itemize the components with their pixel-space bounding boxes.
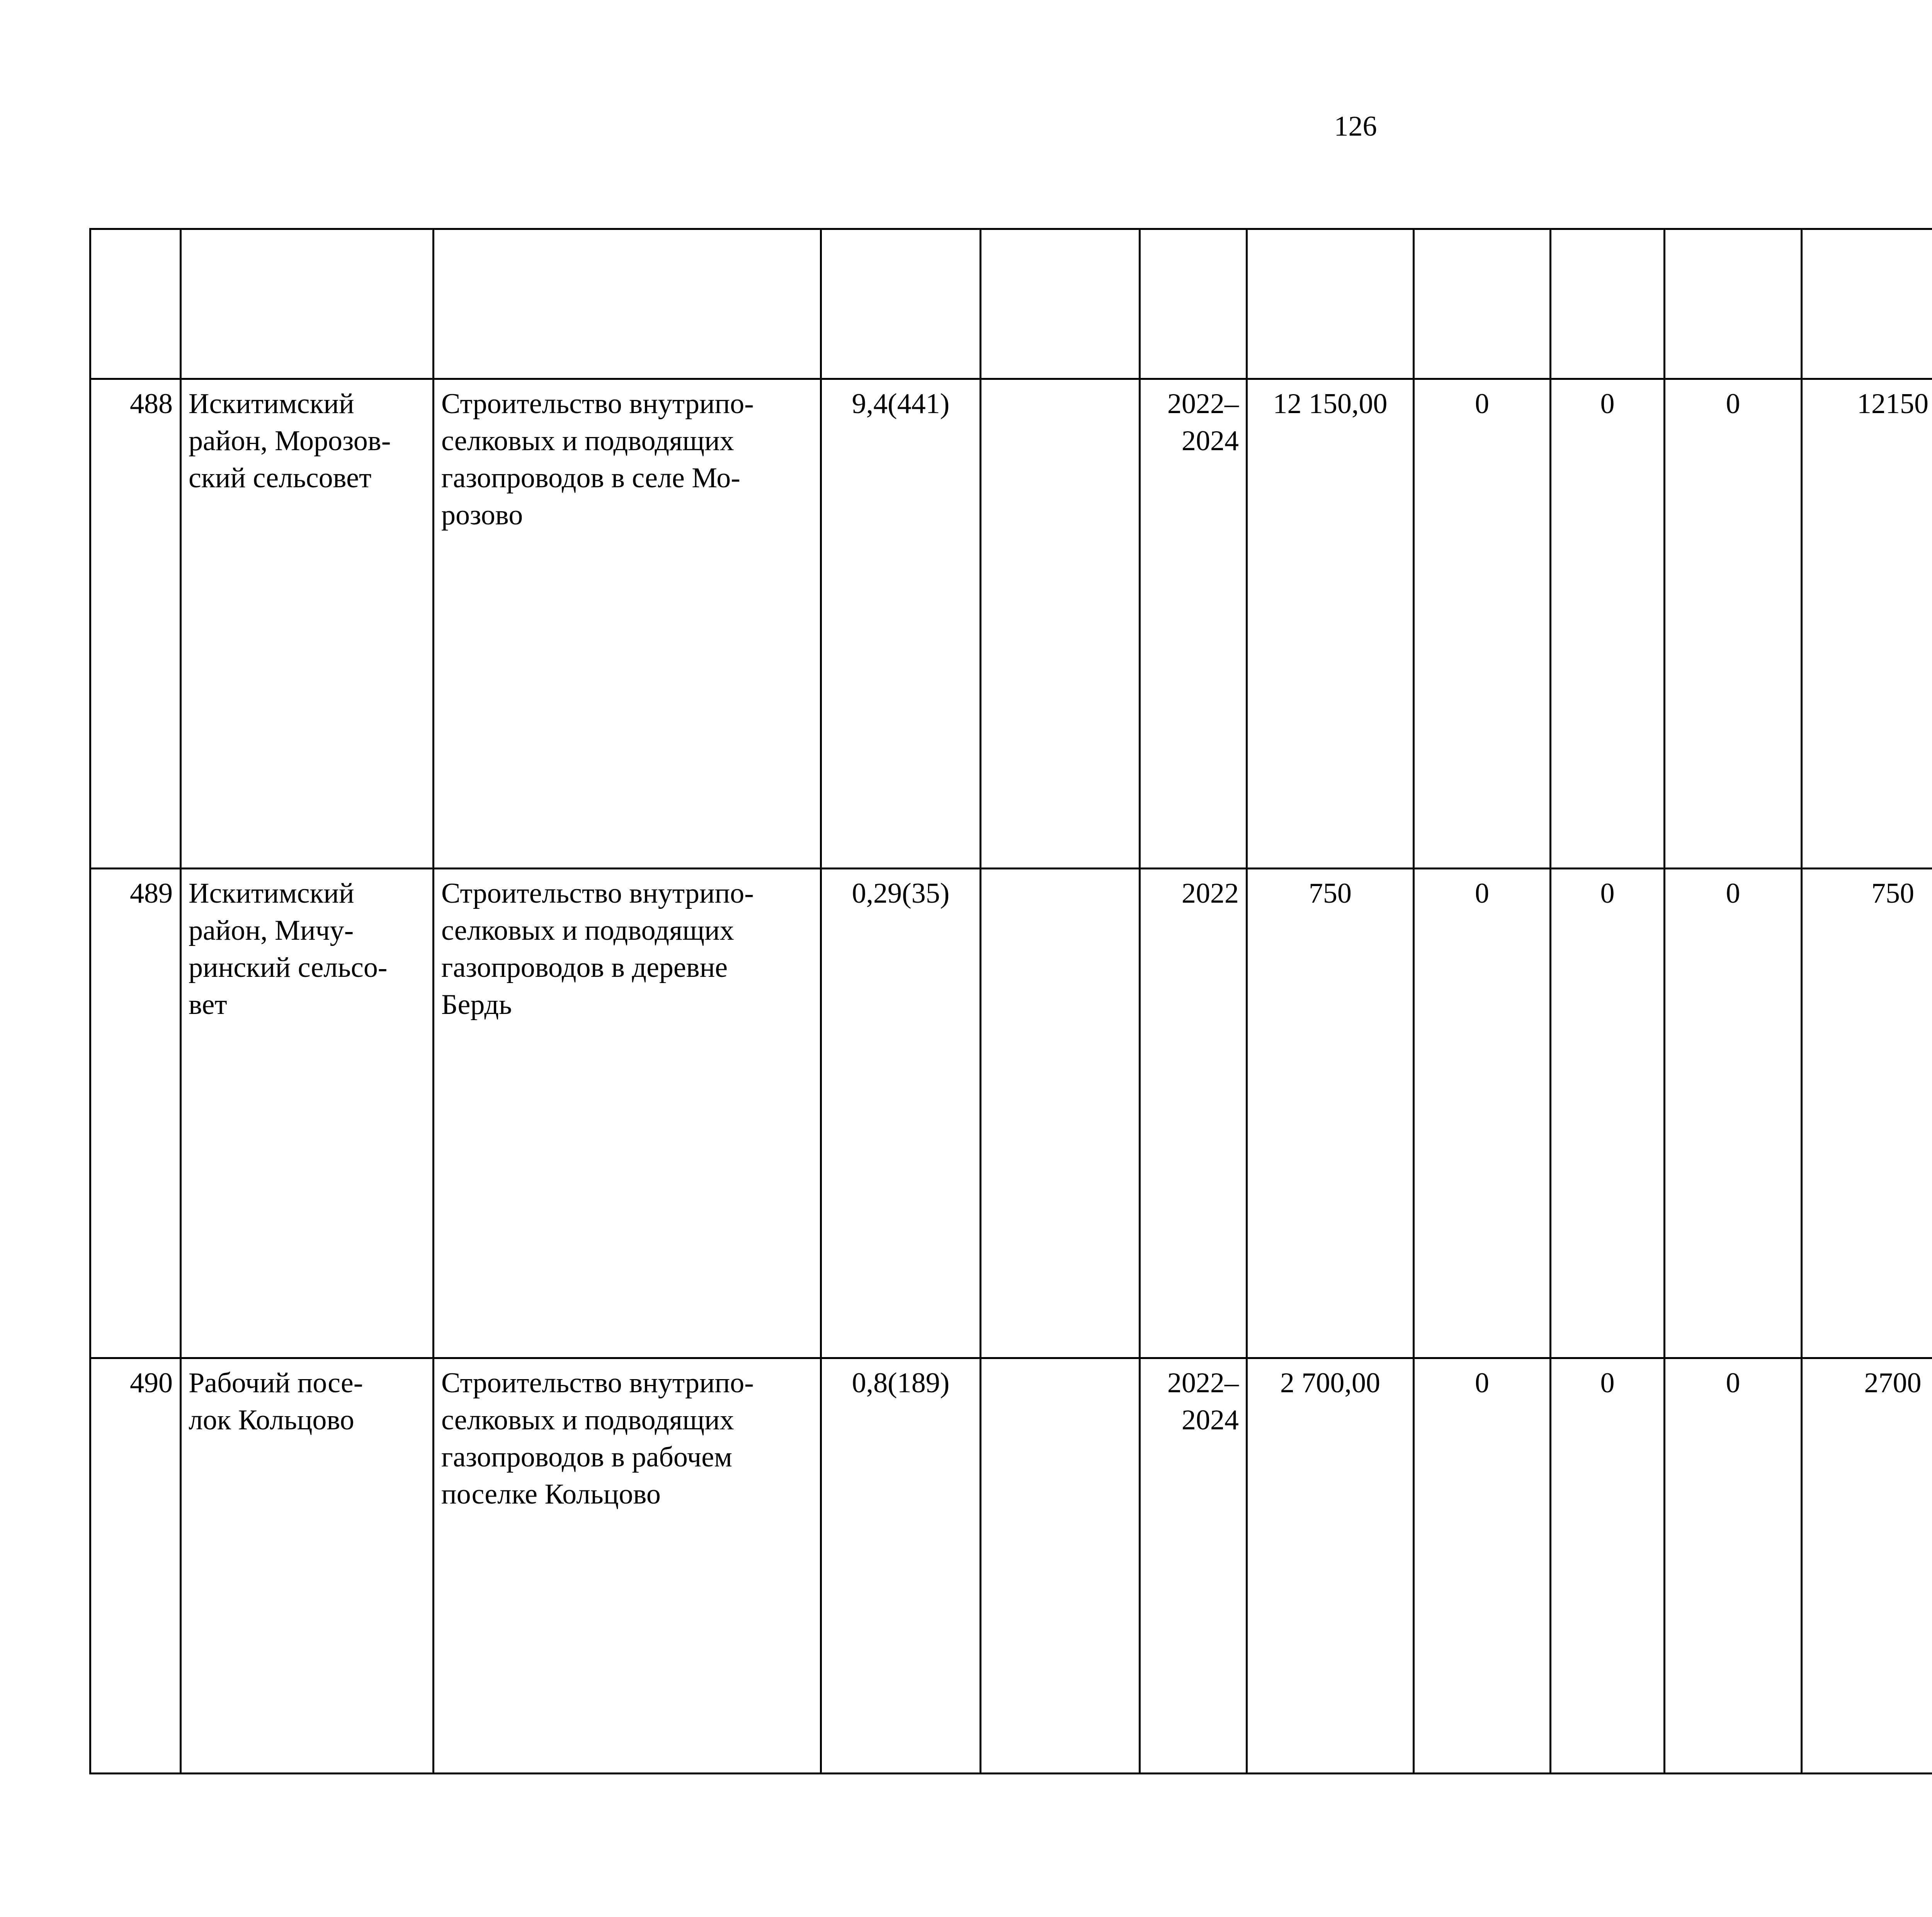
area-line: лок Кольцово <box>189 1404 354 1436</box>
cell-col5 <box>981 229 1140 379</box>
cell-length: 9,4(441) <box>821 379 981 869</box>
cell-object <box>434 869 821 1358</box>
cell-total <box>1247 229 1414 379</box>
object-line: газопроводов в селе Мо- <box>441 462 740 494</box>
cell-total: 2 700,00 <box>1247 1358 1414 1774</box>
cell-v2: 0 <box>1551 869 1665 1358</box>
object-line: Строительство внутрипо- <box>441 878 754 909</box>
cell-col5 <box>981 869 1140 1358</box>
area-line: вет <box>189 989 227 1021</box>
object-line: газопроводов в деревне <box>441 952 728 983</box>
cell-object <box>434 379 821 869</box>
cell-area <box>181 229 434 379</box>
table-row <box>90 1358 1932 1774</box>
cell-no: 490 <box>90 1358 181 1774</box>
object-line: Строительство внутрипо- <box>441 1367 754 1399</box>
cell-v3 <box>1665 229 1802 379</box>
cell-no <box>90 229 181 379</box>
cell-v1: 0 <box>1414 379 1551 869</box>
cell-object <box>434 229 821 379</box>
cell-v4 <box>1802 229 1932 379</box>
object-line: селковых и подводящих <box>441 915 734 946</box>
object-line: поселке Кольцово <box>441 1478 661 1510</box>
cell-v4: 750 <box>1802 869 1932 1358</box>
cell-v2: 0 <box>1551 1358 1665 1774</box>
cell-area <box>181 869 434 1358</box>
cell-period <box>1140 379 1247 869</box>
cell-total: 750 <box>1247 869 1414 1358</box>
area-line: район, Морозов- <box>189 425 391 457</box>
cell-col5 <box>981 379 1140 869</box>
object-line: селковых и подводящих <box>441 425 734 457</box>
cell-length: 0,29(35) <box>821 869 981 1358</box>
period-line: 2024 <box>1182 425 1239 457</box>
cell-period <box>1140 869 1247 1358</box>
cell-length <box>821 229 981 379</box>
period-line: 2022 <box>1182 878 1239 909</box>
cell-v3: 0 <box>1665 1358 1802 1774</box>
cell-v4: 2700 <box>1802 1358 1932 1774</box>
cell-area <box>181 1358 434 1774</box>
table-row <box>90 379 1932 869</box>
area-line: Искитимский <box>189 388 354 420</box>
area-line: ринский сельсо- <box>189 952 388 983</box>
table-row <box>90 869 1932 1358</box>
cell-no: 489 <box>90 869 181 1358</box>
cell-no: 488 <box>90 379 181 869</box>
object-line: газопроводов в рабочем <box>441 1441 732 1473</box>
cell-period <box>1140 1358 1247 1774</box>
cell-v1: 0 <box>1414 869 1551 1358</box>
period-line: 2022– <box>1167 388 1239 420</box>
cell-v3: 0 <box>1665 379 1802 869</box>
cell-col5 <box>981 1358 1140 1774</box>
table-row-continuation <box>90 229 1932 379</box>
cell-v4: 12150 <box>1802 379 1932 869</box>
cell-v1 <box>1414 229 1551 379</box>
area-line: ский сельсовет <box>189 462 372 494</box>
cell-v2: 0 <box>1551 379 1665 869</box>
area-line: Рабочий посе- <box>189 1367 363 1399</box>
gasification-table <box>89 228 1932 1774</box>
object-line: Строительство внутрипо- <box>441 388 754 420</box>
cell-object <box>434 1358 821 1774</box>
cell-period <box>1140 229 1247 379</box>
page-number: 126 <box>1334 111 1377 142</box>
cell-v1: 0 <box>1414 1358 1551 1774</box>
object-line: Бердь <box>441 989 512 1021</box>
cell-v2 <box>1551 229 1665 379</box>
cell-v3: 0 <box>1665 869 1802 1358</box>
period-line: 2024 <box>1182 1404 1239 1436</box>
object-line: розово <box>441 499 523 531</box>
cell-length: 0,8(189) <box>821 1358 981 1774</box>
cell-total: 12 150,00 <box>1247 379 1414 869</box>
area-line: район, Мичу- <box>189 915 354 946</box>
period-line: 2022– <box>1167 1367 1239 1399</box>
area-line: Искитимский <box>189 878 354 909</box>
object-line: селковых и подводящих <box>441 1404 734 1436</box>
cell-area <box>181 379 434 869</box>
